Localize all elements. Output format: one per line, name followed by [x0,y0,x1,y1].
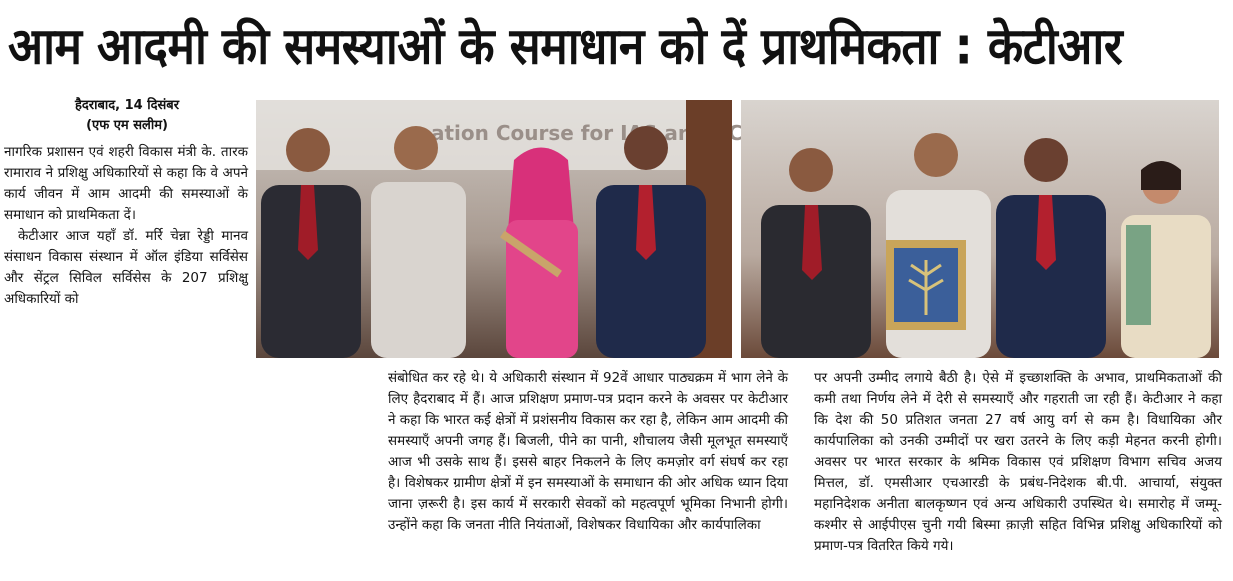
photo-left-illustration [256,100,758,358]
article-column-3 [814,368,1222,557]
photo-award-ceremony-left [256,100,758,358]
paragraph-3: संबोधित कर रहे थे। ये अधिकारी संस्थान में 92वें आधार पाठ्यक्रम में भाग लेने के लिए हैदराबाद में हैं। आज प्रशिक्षण प्रमाण-पत्र प्रदान करने के अवसर पर केटीआर ने कहा कि भारत कई क्षेत्रों में प्रशंसनीय विकास कर रहा है, लेकिन आम आदमी की समस्याएँ अपनी जगह हैं। बिजली, पीने का पानी, शौचालय जैसी मूलभूत समस्याएँ आज भी उसके साथ हैं। इससे बाहर निकलने के लिए कमज़ोर वर्ग संघर्ष कर रहा है। विशेषकर ग्रामीण क्षेत्रों में इन समस्याओं के समाधान की ओर अधिक ध्यान दिया जाना ज़रूरी है। इस कार्य में सरकारी सेवकों को महत्वपूर्ण भूमिका निभानी होगी। उन्होंने कहा कि जनता नीति नियंताओं, विशेषकर विधायिका और कार्यपालिका [388,370,788,533]
paragraph-2: केटीआर आज यहाँ डॉ. मर्रि चेन्ना रेड्डी मानव संसाधन विकास संस्थान में ऑल इंडिया सर्विसेस और सेंट्रल सिविल सर्विसेस के 207 प्रशिक्षु अधिकारियों को [4,228,248,307]
dateline: हैदराबाद, 14 दिसंबर [74,98,180,113]
paragraph-1: नागरिक प्रशासन एवं शहरी विकास मंत्री के. तारक रामाराव ने प्रशिक्षु अधिकारियों से कहा कि वे अपने कार्य जीवन में आम आदमी की समस्याओं के समाधान को प्राथमिकता दें। [4,144,248,223]
paragraph-4: पर अपनी उम्मीद लगाये बैठी है। ऐसे में इच्छाशक्ति के अभाव, प्राथमिकताओं की कमी तथा निर्णय लेने में देरी से समस्याएँ और गहराती जा रही हैं। केटीआर ने कहा कि देश की 50 प्रतिशत जनता 27 वर्ष आयु वर्ग से कम है। विधायिका और कार्यपालिका को उनकी उम्मीदों पर खरा उतरने के लिए कड़ी मेहनत करनी होगी। अवसर पर भारत सरकार के श्रमिक विकास एवं प्रशिक्षण विभाग सचिव अजय मित्तल, डॉ. एमसीआर एचआरडी के प्रबंध-निदेशक बी.पी. आचार्या, संयुक्त महानिदेशक अनीता बालकृष्णन एवं अन्य अधिकारी उपस्थित थे। समारोह में जम्मू-कश्मीर से आईपीएस चुनी गयी बिस्मा क़ाज़ी सहित विभिन्न प्रशिक्षु अधिकारियों को प्रमाण-पत्र वितरित किये गये। [814,370,1222,554]
article-column-1 [4,142,248,310]
photo-right-illustration [741,100,1219,358]
headline: आम आदमी की समस्याओं के समाधान को दें प्राथमिकता : केटीआर [8,16,1123,76]
banner-text: ation Course for and CCS [431,121,758,145]
photo-memento-presentation-right [741,100,1219,358]
article-column-2 [388,368,788,536]
dateline-block [4,96,250,136]
byline: (एफ एम सलीम) [86,118,168,133]
